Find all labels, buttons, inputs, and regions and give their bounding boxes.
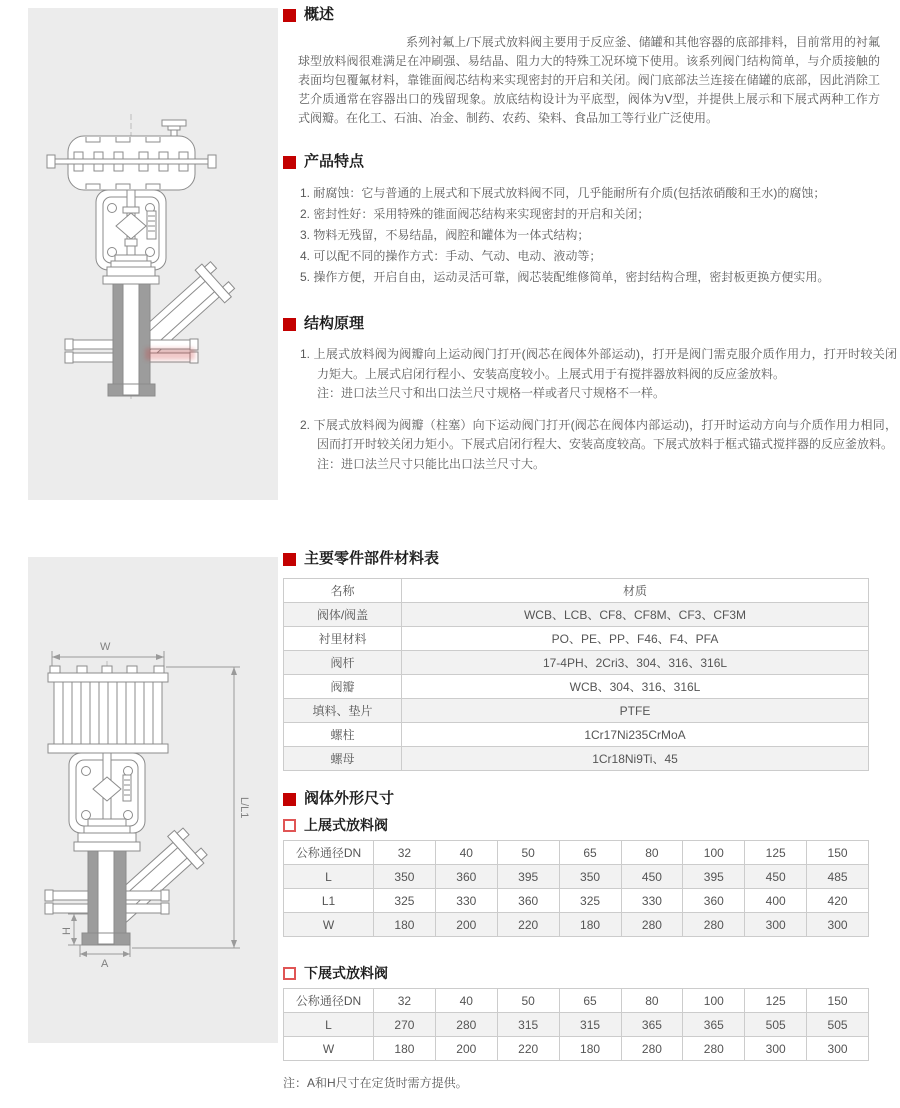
row-label-cell: L — [284, 865, 374, 889]
red-square-bullet-icon — [283, 553, 296, 566]
value-cell: 40 — [435, 989, 497, 1013]
value-cell: 180 — [559, 1037, 621, 1061]
value-cell: 420 — [807, 889, 869, 913]
feature-item: 4. 可以配不同的操作方式：手动、气动、电动、液动等； — [300, 249, 602, 263]
section-materials — [283, 550, 880, 771]
value-cell: 1Cr18Ni9Ti、45 — [402, 747, 869, 771]
table-row — [284, 747, 869, 771]
feature-item: 1. 耐腐蚀：它与普通的上展式和下展式放料阀不同，几乎能耐所有介质(包括浓硝酸和王水)的腐蚀； — [300, 186, 826, 200]
dim-label-h: H — [61, 927, 73, 935]
value-cell: 220 — [497, 1037, 559, 1061]
value-cell: 180 — [559, 913, 621, 937]
upper-valve-label: 上展式放料阀 — [304, 817, 388, 833]
value-cell: 270 — [374, 1013, 436, 1037]
table-row — [284, 1037, 869, 1061]
table-row — [284, 603, 869, 627]
overview-title: 概述 — [304, 6, 335, 23]
value-cell: WCB、304、316、316L — [402, 675, 869, 699]
features-title: 产品特点 — [304, 153, 365, 170]
row-label-cell: L — [284, 1013, 374, 1037]
lower-dimension-table — [283, 988, 869, 1061]
principle-list — [283, 345, 897, 474]
red-square-bullet-icon — [283, 156, 296, 169]
value-cell: 40 — [435, 841, 497, 865]
value-cell: 300 — [807, 1037, 869, 1061]
value-cell: 50 — [497, 841, 559, 865]
value-cell: 300 — [807, 913, 869, 937]
value-cell: 330 — [621, 889, 683, 913]
principle-item: 2. 下展式放料阀为阀瓣（柱塞）向下运动阀门打开(阀芯在阀体内部运动)，打开时运动方向与介质作用力相同，因而打开时较关闭力矩小。下展式启闭行程大、安装高度较高。下展式放料于框式锚式搅拌器的反应釜放料。 — [300, 417, 897, 451]
value-cell: 280 — [621, 1037, 683, 1061]
value-cell: 450 — [621, 865, 683, 889]
row-label-cell: 阀体/阀盖 — [284, 603, 402, 627]
value-cell: 100 — [683, 989, 745, 1013]
dimensions-title: 阀体外形尺寸 — [304, 790, 395, 807]
red-outline-square-icon — [283, 819, 296, 832]
value-cell: 280 — [435, 1013, 497, 1037]
value-cell: 50 — [497, 989, 559, 1013]
value-cell: 150 — [807, 841, 869, 865]
value-cell: 220 — [497, 913, 559, 937]
value-cell: 180 — [374, 913, 436, 937]
value-cell: 材质 — [402, 579, 869, 603]
section-principle — [283, 315, 897, 474]
row-label-cell: 公称通径DN — [284, 989, 374, 1013]
value-cell: 395 — [497, 865, 559, 889]
dim-label-w: W — [100, 641, 111, 653]
content-column — [283, 0, 897, 1108]
materials-title: 主要零件部件材料表 — [304, 550, 440, 567]
value-cell: WCB、LCB、CF8、CF8M、CF3、CF3M — [402, 603, 869, 627]
value-cell: 360 — [435, 865, 497, 889]
table-header-row — [284, 841, 869, 865]
feature-item: 3. 物料无残留，不易结晶，阀腔和罐体为一体式结构； — [300, 228, 590, 242]
row-label-cell: 螺母 — [284, 747, 402, 771]
table-row — [284, 865, 869, 889]
value-cell: 450 — [745, 865, 807, 889]
value-cell: 350 — [559, 865, 621, 889]
principle-item-note: 注：进口法兰尺寸只能比出口法兰尺寸大。 — [317, 456, 546, 471]
principle-title: 结构原理 — [304, 315, 365, 332]
value-cell: 150 — [807, 989, 869, 1013]
value-cell: 280 — [621, 913, 683, 937]
table-row — [284, 651, 869, 675]
row-label-cell: 螺柱 — [284, 723, 402, 747]
section-overview — [283, 6, 880, 128]
row-label-cell: 衬里材料 — [284, 627, 402, 651]
value-cell: 32 — [374, 989, 436, 1013]
value-cell: 395 — [683, 865, 745, 889]
value-cell: 360 — [683, 889, 745, 913]
value-cell: 365 — [621, 1013, 683, 1037]
red-square-bullet-icon — [283, 9, 296, 22]
section-dimensions — [283, 790, 880, 1091]
value-cell: 65 — [559, 841, 621, 865]
lower-valve-label: 下展式放料阀 — [304, 965, 388, 981]
principle-item: 1. 上展式放料阀为阀瓣向上运动阀门打开(阀芯在阀体外部运动)，打开是阀门需克服介质作用力，打开时较关闭力矩大。上展式启闭行程小、安装高度较小。上展式用于有搅拌器放料阀的反应釜放料。 — [300, 347, 897, 381]
value-cell: 485 — [807, 865, 869, 889]
row-label-cell: 阀杆 — [284, 651, 402, 675]
table-row — [284, 675, 869, 699]
value-cell: 280 — [683, 913, 745, 937]
row-label-cell: 名称 — [284, 579, 402, 603]
feature-item: 5. 操作方便，开启自由，运动灵活可靠，阀芯装配维修简单，密封结构合理，密封板更换方便实用。 — [300, 270, 830, 284]
value-cell: 80 — [621, 841, 683, 865]
value-cell: 400 — [745, 889, 807, 913]
value-cell: 32 — [374, 841, 436, 865]
value-cell: 280 — [683, 1037, 745, 1061]
principle-item-note: 注：进口法兰尺寸和出口法兰尺寸规格一样或者尺寸规格不一样。 — [317, 386, 666, 400]
dim-label-a: A — [101, 958, 109, 970]
value-cell: 125 — [745, 841, 807, 865]
valve-drawing-pneumatic — [28, 8, 278, 500]
value-cell: 315 — [497, 1013, 559, 1037]
value-cell: 505 — [745, 1013, 807, 1037]
table-row — [284, 913, 869, 937]
valve-drawing-dimensioned — [28, 557, 278, 1043]
overview-heading — [283, 6, 880, 24]
features-heading — [283, 153, 880, 171]
value-cell: 125 — [745, 989, 807, 1013]
value-cell: 330 — [435, 889, 497, 913]
red-square-bullet-icon — [283, 318, 296, 331]
table-row — [284, 1013, 869, 1037]
table-header-row — [284, 579, 869, 603]
value-cell: 350 — [374, 865, 436, 889]
value-cell: 505 — [807, 1013, 869, 1037]
red-square-bullet-icon — [283, 793, 296, 806]
materials-table — [283, 578, 869, 771]
value-cell: 365 — [683, 1013, 745, 1037]
value-cell: PO、PE、PP、F46、F4、PFA — [402, 627, 869, 651]
value-cell: 200 — [435, 1037, 497, 1061]
value-cell: 325 — [374, 889, 436, 913]
upper-dimension-table — [283, 840, 869, 937]
red-outline-square-icon — [283, 967, 296, 980]
dimensions-note: 注：A和H尺寸在定货时需方提供。 — [283, 1076, 468, 1090]
row-label-cell: 公称通径DN — [284, 841, 374, 865]
value-cell: 360 — [497, 889, 559, 913]
value-cell: 300 — [745, 913, 807, 937]
value-cell: 180 — [374, 1037, 436, 1061]
principle-heading — [283, 315, 880, 333]
materials-heading — [283, 550, 880, 568]
red-watermark — [145, 348, 195, 360]
value-cell: 200 — [435, 913, 497, 937]
value-cell: 100 — [683, 841, 745, 865]
upper-valve-subheading — [283, 817, 880, 833]
table-row — [284, 723, 869, 747]
table-row — [284, 699, 869, 723]
row-label-cell: L1 — [284, 889, 374, 913]
row-label-cell: W — [284, 1037, 374, 1061]
value-cell: 315 — [559, 1013, 621, 1037]
lower-valve-subheading — [283, 965, 880, 981]
feature-item: 2. 密封性好：采用特殊的锥面阀芯结构来实现密封的开启和关闭； — [300, 207, 650, 221]
value-cell: 65 — [559, 989, 621, 1013]
value-cell: 80 — [621, 989, 683, 1013]
feature-list — [300, 183, 880, 288]
dim-label-l: L/L1 — [238, 797, 250, 819]
dimensions-heading — [283, 790, 880, 808]
table-row — [284, 627, 869, 651]
overview-paragraph: 系列衬氟上/下展式放料阀主要用于反应釜、储罐和其他容器的底部排料，目前常用的衬氟球型放料阀很难满足在冲刷强、易结晶、阻力大的特殊工况环境下使用。该系列阀门结构简单，与介质接触的表面均包覆氟材料，靠锥面阀芯结构来实现密封的开启和关闭。阀门底部法兰连接在储罐的底部，因此消除工艺介质通常在容器出口的残留现象。放底结构设计为平底型，阀体为V型，并提供上展示和下展式两种工作方式阀瓣。在化工、石油、冶金、制药、农药、染料、食品加工等行业广泛使用。 — [298, 35, 880, 125]
row-label-cell: 填料、垫片 — [284, 699, 402, 723]
section-features — [283, 153, 880, 288]
table-header-row — [284, 989, 869, 1013]
lower-valve-drawing-panel — [28, 557, 278, 1043]
upper-valve-drawing-panel — [28, 8, 278, 500]
table-row — [284, 889, 869, 913]
row-label-cell: W — [284, 913, 374, 937]
value-cell: 1Cr17Ni235CrMoA — [402, 723, 869, 747]
row-label-cell: 阀瓣 — [284, 675, 402, 699]
value-cell: 325 — [559, 889, 621, 913]
value-cell: 17-4PH、2Cri3、304、316、316L — [402, 651, 869, 675]
value-cell: PTFE — [402, 699, 869, 723]
value-cell: 300 — [745, 1037, 807, 1061]
